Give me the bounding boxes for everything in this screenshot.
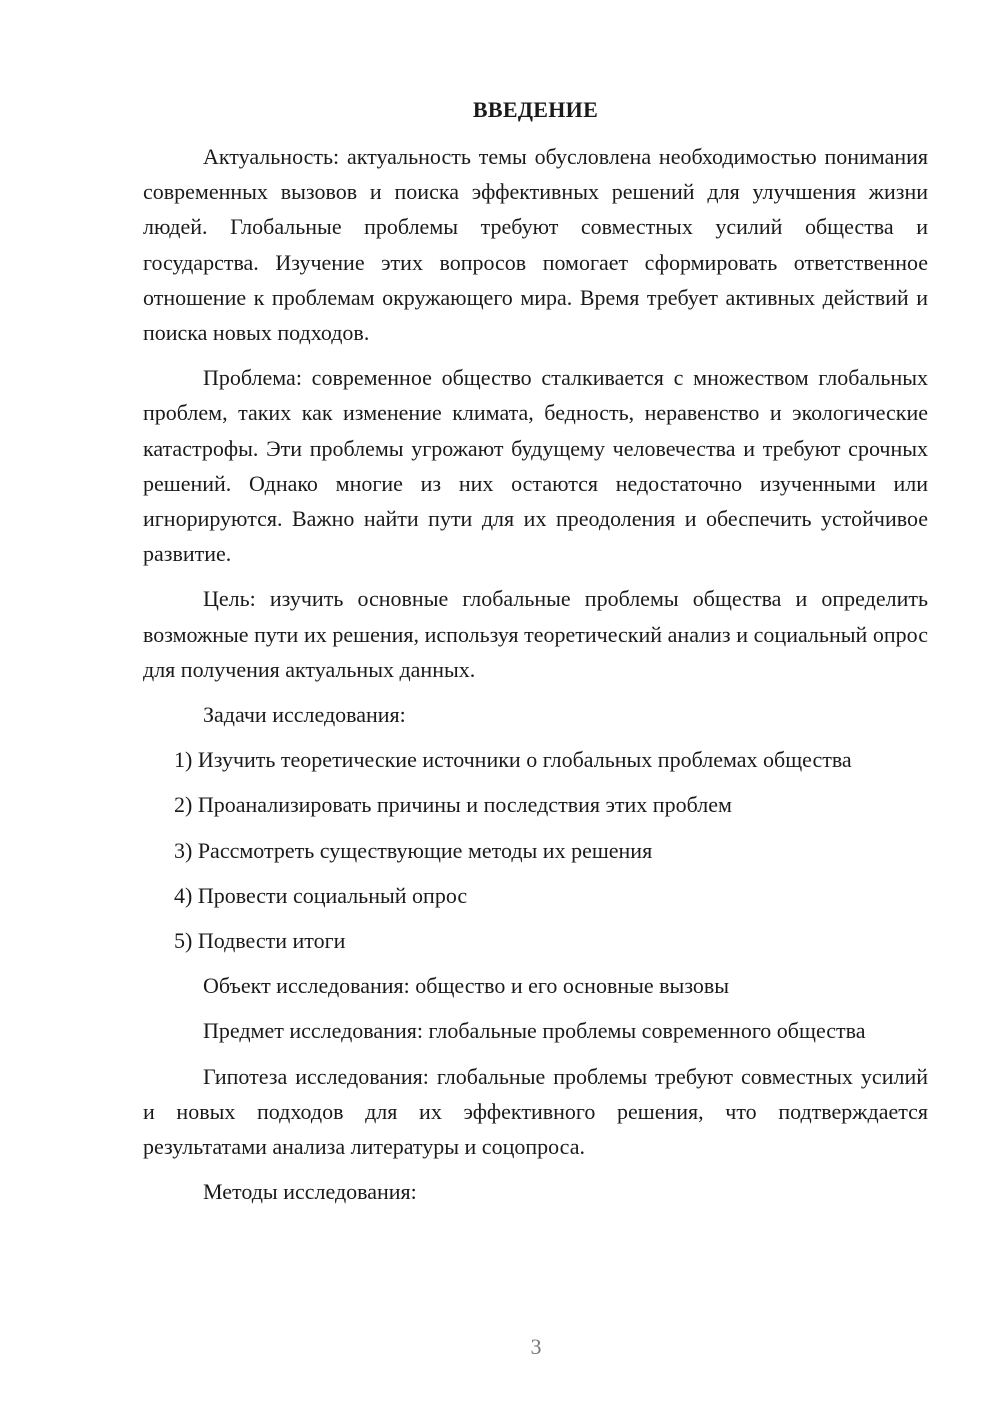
list-item: 3) Рассмотреть существующие методы их решения <box>174 837 653 863</box>
list-item: 5) Подвести итоги <box>174 928 346 954</box>
document-page <box>143 92 928 1219</box>
tasks-list <box>143 742 928 958</box>
paragraph-goal: Цель: изучить основные глобальные проблемы общества и определить возможные пути их решения, используя теоретический анализ и социальный опрос для получения актуальных данных. <box>143 586 928 682</box>
list-item: 1) Изучить теоретические источники о глобальных проблемах общества <box>174 747 852 773</box>
methods-heading: Методы исследования: <box>203 1179 417 1205</box>
paragraph-subject: Предмет исследования: глобальные проблемы современного общества <box>203 1018 866 1044</box>
list-item: 2) Проанализировать причины и последствия этих проблем <box>174 792 732 818</box>
section-title: ВВЕДЕНИЕ <box>472 97 599 122</box>
paragraph-relevance: Актуальность: актуальность темы обусловлена необходимостью понимания современных вызовов и поиска эффективных решений для улучшения жизни людей. Глобальные проблемы требуют совместных усилий общества и государства. Изучение этих вопросов помогает сформировать ответственное отношение к проблемам окружающего мира. Время требует активных действий и поиска новых подходов. <box>143 144 928 346</box>
paragraph-object: Объект исследования: общество и его основные вызовы <box>203 973 730 999</box>
paragraph-problem: Проблема: современное общество сталкивается с множеством глобальных проблем, таких как изменение климата, бедность, неравенство и экологические катастрофы. Эти проблемы угрожают будущему человечества и требуют срочных решений. Однако многие из них остаются недостаточно изученными или игнорируются. Важно найти пути для их преодоления и обеспечить устойчивое развитие. <box>143 365 928 567</box>
page-number: 3 <box>530 1334 542 1359</box>
list-item: 4) Провести социальный опрос <box>174 882 468 908</box>
tasks-heading: Задачи исследования: <box>203 702 406 728</box>
paragraph-hypothesis: Гипотеза исследования: глобальные проблемы требуют совместных усилий и новых подходов для их эффективного решения, что подтверждается результатами анализа литературы и соцопроса. <box>143 1063 928 1160</box>
